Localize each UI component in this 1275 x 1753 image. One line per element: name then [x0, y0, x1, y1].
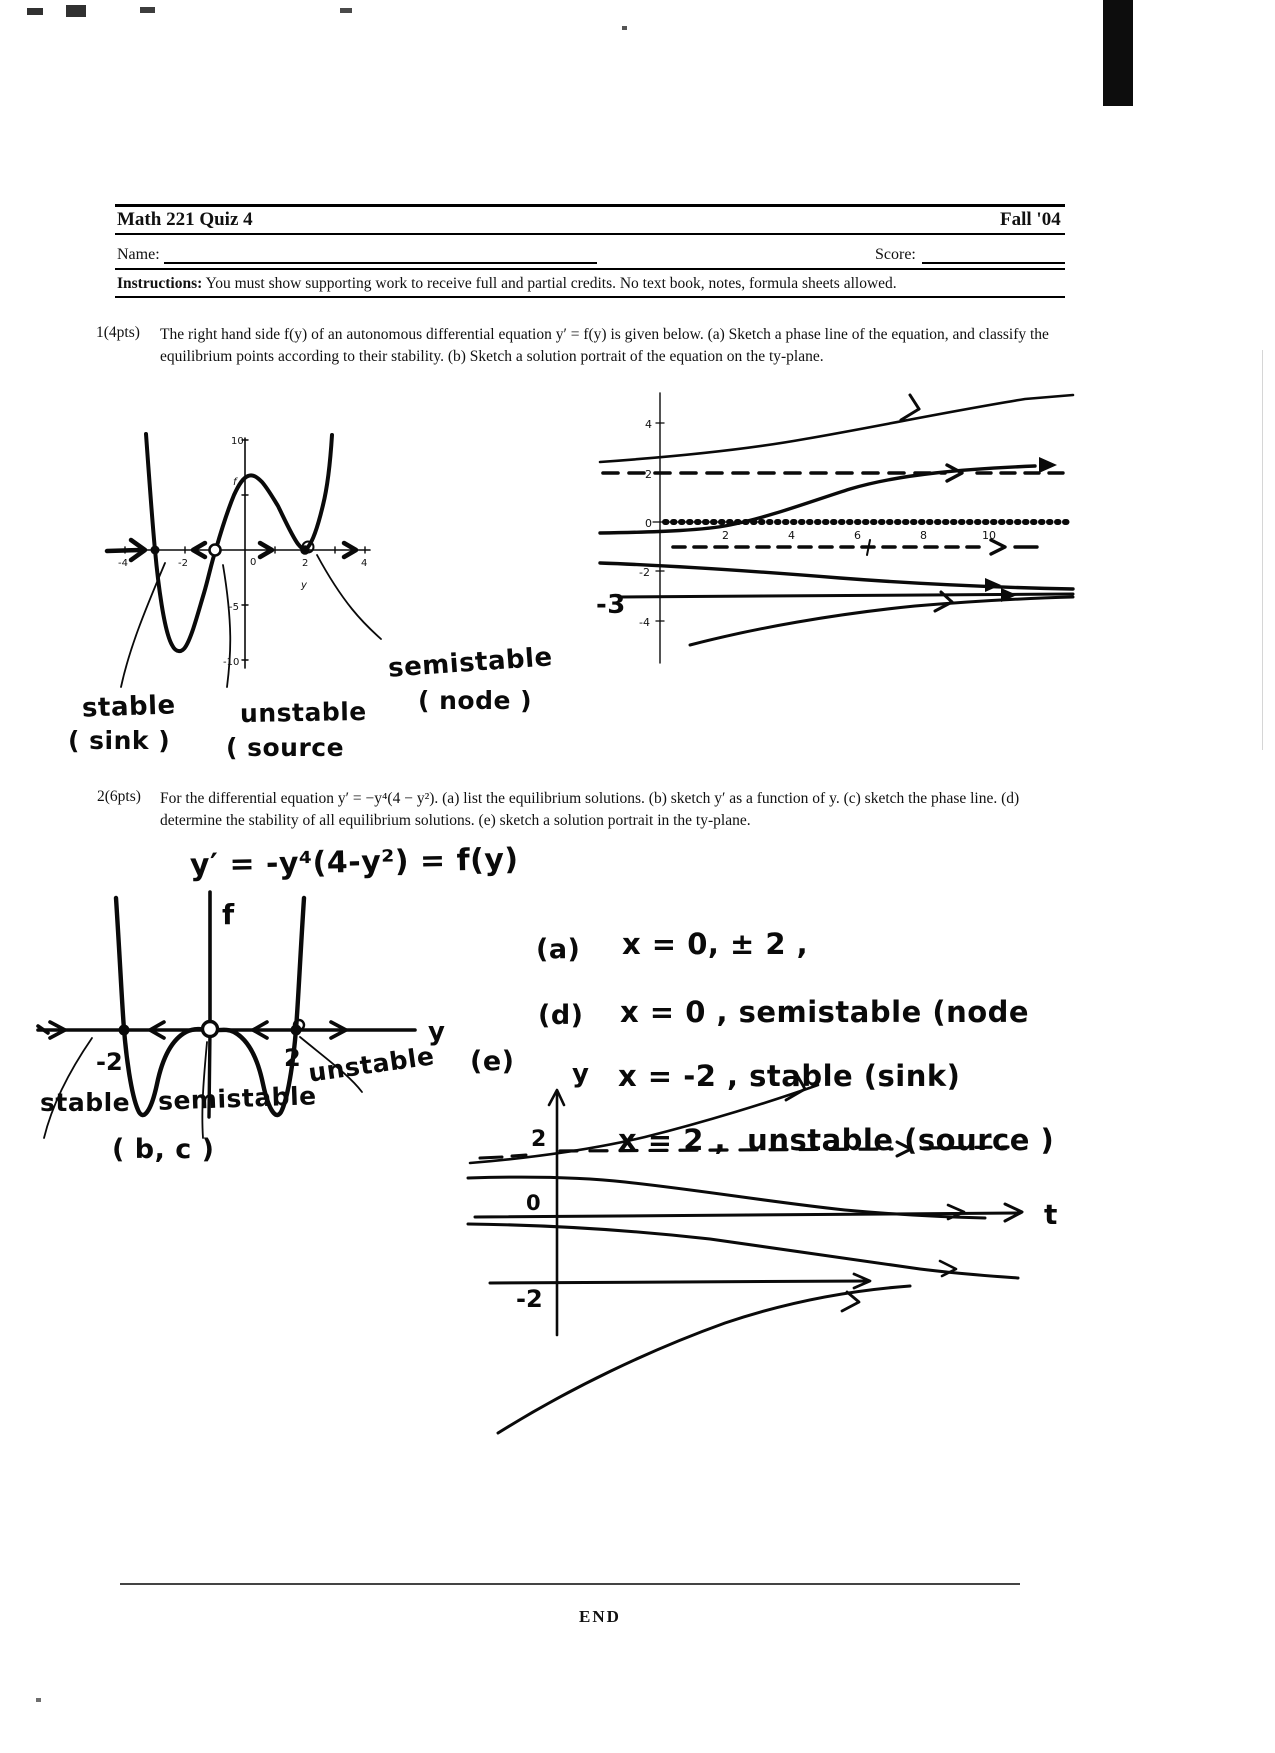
fy-ymin-label: -10	[223, 657, 240, 668]
quiz-title: Math 221 Quiz 4	[117, 209, 253, 230]
footer-rule	[120, 1583, 1020, 1585]
instructions-row	[117, 273, 1065, 295]
fy-xtick-0: 0	[250, 557, 257, 568]
ty-dashed-m1-arrow	[991, 540, 1005, 554]
ty-curve-bottom	[690, 597, 1073, 645]
scan-artifact-mark	[140, 7, 155, 13]
ty-curve-desc	[600, 563, 1073, 589]
bc-y-label: y	[428, 1017, 445, 1047]
ty-curve-desc-arrow	[985, 578, 1001, 592]
e-tick-0: 0	[526, 1191, 541, 1215]
header-rule-top	[115, 204, 1065, 207]
end-label: END	[579, 1607, 621, 1626]
instructions-label: Instructions:	[117, 275, 203, 292]
answer-d-line3: x = 2 , unstable (source )	[618, 1123, 1055, 1157]
scan-artifact-mark	[340, 8, 352, 13]
e-line-m2	[490, 1281, 868, 1283]
p2-e-graph	[460, 1060, 1075, 1450]
e-dashed-2	[560, 1149, 892, 1151]
ty-ylab-0: 0	[645, 517, 652, 530]
e-curve-top	[470, 1085, 818, 1163]
ty-curve-top-arrow	[901, 395, 919, 420]
p1-ty-graph	[595, 385, 1085, 670]
note-semistable: semistable	[387, 642, 554, 684]
header-rule-3	[115, 268, 1065, 270]
name-line	[164, 262, 597, 264]
note-minus3: -3	[596, 590, 626, 620]
answer-a-label: (a)	[536, 934, 581, 965]
p1-fy-graph	[105, 425, 385, 705]
ty-ylab-4: 4	[645, 418, 652, 431]
e-tick-m2: -2	[516, 1285, 543, 1313]
e-curve-lower-mid	[468, 1224, 1018, 1278]
answer-d-label: (d)	[538, 1000, 584, 1031]
scan-artifact-dot	[622, 26, 627, 30]
hw-equation: y′ = -y⁴(4-y²) = f(y)	[189, 842, 519, 883]
bc-tick-2: 2	[284, 1044, 301, 1072]
scan-artifact-streak	[1262, 350, 1263, 750]
scan-artifact-dot	[36, 1698, 41, 1702]
header-rule-4	[115, 296, 1065, 298]
note-unstable: unstable	[239, 696, 367, 729]
e-dashed-2-arrow	[897, 1142, 911, 1156]
scan-artifact-mark	[66, 5, 86, 17]
bc-dot-semistable	[203, 1022, 218, 1037]
fy-xtick-2: 2	[302, 558, 309, 569]
ty-curve-top	[600, 395, 1073, 462]
ty-tlab-10: 10	[982, 529, 996, 542]
problem1-number: 1(4pts)	[96, 324, 140, 341]
header-rule-2	[115, 233, 1065, 235]
e-dashed-2-tail	[924, 1147, 1008, 1148]
bc-label: ( b, c )	[112, 1134, 215, 1165]
ty-tlab-4: 4	[788, 529, 795, 542]
note-source: ( source	[226, 733, 345, 762]
bc-note-semistable: semistable	[157, 1081, 318, 1116]
fy-x-label: y	[301, 580, 307, 591]
e-tick-2: 2	[531, 1127, 547, 1152]
fy-xtick-m2: -2	[178, 558, 188, 569]
name-label: Name:	[117, 246, 160, 263]
note-node: ( node )	[418, 686, 533, 715]
p2-bc-graph	[30, 880, 470, 1180]
ty-tlab-8: 8	[920, 529, 927, 542]
ty-curve-mid-arrow	[1039, 457, 1057, 473]
bc-f-label: f	[222, 898, 235, 931]
e-y-label: y	[572, 1059, 589, 1089]
fy-leaders	[121, 555, 381, 687]
score-line	[922, 262, 1065, 264]
problem1-text: The right hand side f(y) of an autonomous differential equation y′ = f(y) is given below. (a) Sketch a phase line of the equation, and classify the equilibrium points according to their stability. (b) Sketch a solution portrait of the equation on the ty-plane.	[160, 326, 1049, 365]
fy-f-label: f	[233, 477, 237, 488]
problem2-text: For the differential equation y′ = −y⁴(4 − y²). (a) list the equilibrium solutions. (b) sketch y′ as a function of y. (c) sketch the phase line. (d) determine the stability of all equilibrium solutions. (e) sketch a solution portrait in the ty-plane.	[160, 790, 1020, 829]
answer-d-line2: x = -2 , stable (sink)	[618, 1059, 961, 1093]
fy-dot-unstable	[210, 545, 221, 556]
fy-ymax-label: 10	[231, 436, 244, 447]
ty-tlab-6: 6	[854, 529, 861, 542]
fy-ymid-label: -5	[229, 602, 239, 613]
note-sink: ( sink )	[68, 726, 171, 755]
term-label: Fall '04	[1000, 209, 1061, 230]
scan-artifact-bar	[1103, 0, 1133, 106]
answer-d-line1: x = 0 , semistable (node	[620, 995, 1030, 1029]
note-stable: stable	[81, 690, 177, 724]
fy-xtick-m4: -4	[118, 558, 128, 569]
e-t-label: t	[1044, 1198, 1058, 1231]
ty-ylab-m2: -2	[639, 566, 650, 579]
problem2-number: 2(6pts)	[97, 788, 141, 805]
ty-tlab-2: 2	[722, 529, 729, 542]
instructions-text: You must show supporting work to receive full and partial credits. No text book, notes, formula sheets allowed.	[205, 275, 897, 292]
fy-xtick-4: 4	[361, 558, 368, 569]
e-curve-upper-mid	[468, 1177, 985, 1218]
ty-ylab-m4: -4	[639, 616, 650, 629]
answer-e-label: (e)	[470, 1046, 515, 1077]
bc-dot-stable	[119, 1025, 130, 1036]
fy-dot-stable	[151, 546, 160, 555]
bc-tick-m2: -2	[96, 1048, 123, 1076]
bc-note-stable: stable	[40, 1088, 131, 1117]
answer-a-text: x = 0, ± 2 ,	[622, 927, 809, 961]
score-label: Score:	[875, 246, 916, 263]
ty-ylab-2: 2	[645, 468, 652, 481]
bc-note-unstable: unstable	[306, 1041, 437, 1088]
scan-artifact-mark	[27, 8, 43, 15]
